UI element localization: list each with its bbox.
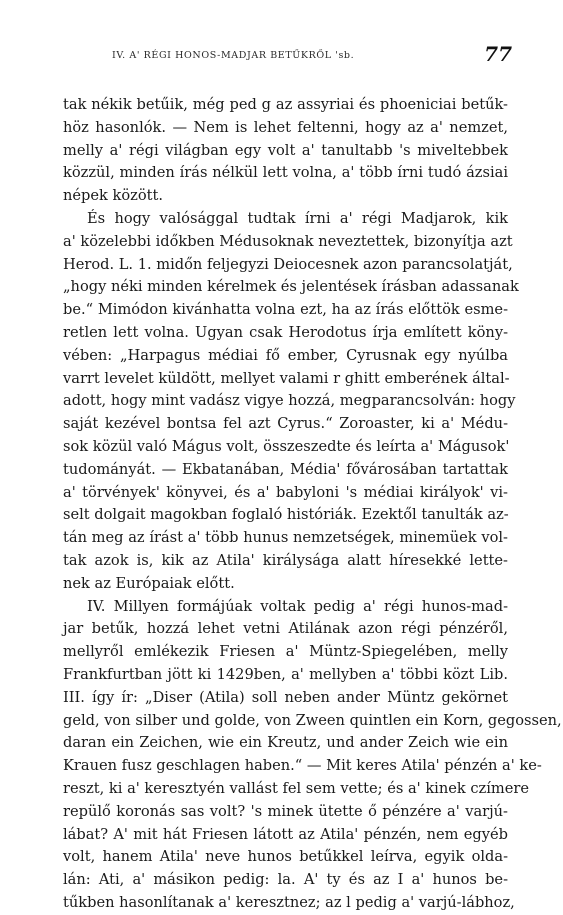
text-line: vében: „Harpagus médiai fő ember, Cyrusnak egy nyúlba [63,346,508,364]
text-line: retlen lett volna. Ugyan csak Herodotus írja említett köny- [63,323,508,341]
text-line: sok közül való Mágus volt, összeszedte és leírta a' Mágusok' [63,437,510,455]
text-line: nek az Európaiak előtt. [63,574,235,592]
text-line: tűkben hasonlítanak a' keresztnez; az l pedig a' varjú-lábhoz, [63,893,515,911]
text-line: reszt, ki a' keresztyén vallást fel sem vette; és a' kinek czímere [63,779,529,797]
text-line: be.“ Mimódon kivánhatta volna ezt, ha az írás előttök esme- [63,301,508,319]
text-line: IV. Millyen formájúak voltak pedig a' régi hunos-mad- [87,597,508,615]
text-line: a' törvények' könyvei, és a' babyloni 's médiai királyok' vi- [63,483,508,501]
text-line: daran ein Zeichen, wie ein Kreutz, und ander Zeich wie ein [63,734,508,752]
page-number: 77 [484,42,512,66]
text-line: Herod. L. 1. midőn feljegyzi Deiocesnek azon parancsolatját, [63,255,513,273]
text-line: geld, von silber und golde, von Zween quintlen ein Korn, gegossen, [63,711,562,729]
text-line: varrt levelet küldött, mellyet valami r ghitt emberének által- [63,369,510,387]
text-line: a' közelebbi időkben Médusoknak neveztettek, bizonyítja azt [63,232,513,250]
text-line: höz hasonlók. — Nem is lehet feltenni, hogy az a' nemzet, [63,118,508,136]
text-line: saját kezével bontsa fel azt Cyrus.“ Zoroaster, ki a' Médu- [63,415,508,433]
running-head [112,40,512,70]
text-line: jar betűk, hozzá lehet vetni Atilának azon régi pénzéről, [63,620,508,638]
text-line: közzül, minden írás nélkül lett volna, a' több írni tudó ázsiai [63,164,508,182]
text-line: repülő koronás sas volt? 's minek ütette ő pénzére a' varjú- [63,802,508,820]
text-line: lábat? A' mit hát Friesen látott az Atila' pénzén, nem egyéb [63,825,508,843]
text-line: lán: Ati, a' másikon pedig: la. A' ty és az I a' hunos be- [63,871,508,889]
text-line: És hogy valósággal tudtak írni a' régi Madjarok, kik [87,209,508,227]
text-line: népek között. [63,187,163,205]
text-line: tudományát. — Ekbatanában, Média' fővárosában tartattak [63,460,508,478]
text-line: „hogy néki minden kérelmek és jelentések írásban adassanak [63,278,519,296]
text-line: tak azok is, kik az Atila' királysága alatt híresekké lette- [63,551,508,569]
text-line: melly a' régi világban egy volt a' tanultabb 's miveltebbek [63,141,508,159]
body-text [63,94,562,915]
running-title: IV. A' RÉGI HONOS-MADJAR BETŰKRŐL 'sb. [112,50,355,61]
text-line: Frankfurtban jött ki 1429ben, a' mellyben a' többi közt Lib. [63,665,508,683]
text-line: Krauen fusz geschlagen haben.“ — Mit keres Atila' pénzén a' ke- [63,757,542,775]
text-line: adott, hogy mint vadász vigye hozzá, megparancsolván: hogy [63,392,516,410]
text-line: III. így ír: „Diser (Atila) soll neben ander Müntz gekörnet [63,688,508,706]
text-line: tak nékik betűik, még ped g az assyriai és phoeniciai betűk- [63,96,508,113]
text-line: volt, hanem Atila' neve hunos betűkkel leírva, egyik olda- [63,848,508,866]
text-line: tán meg az írást a' több hunus nemzetségek, minemüek vol- [63,529,508,547]
text-line: mellyről emlékezik Friesen a' Müntz-Spiegelében, melly [63,643,508,661]
text-line: selt dolgait magokban foglaló históriák. Ezektől tanulták az- [63,506,509,524]
